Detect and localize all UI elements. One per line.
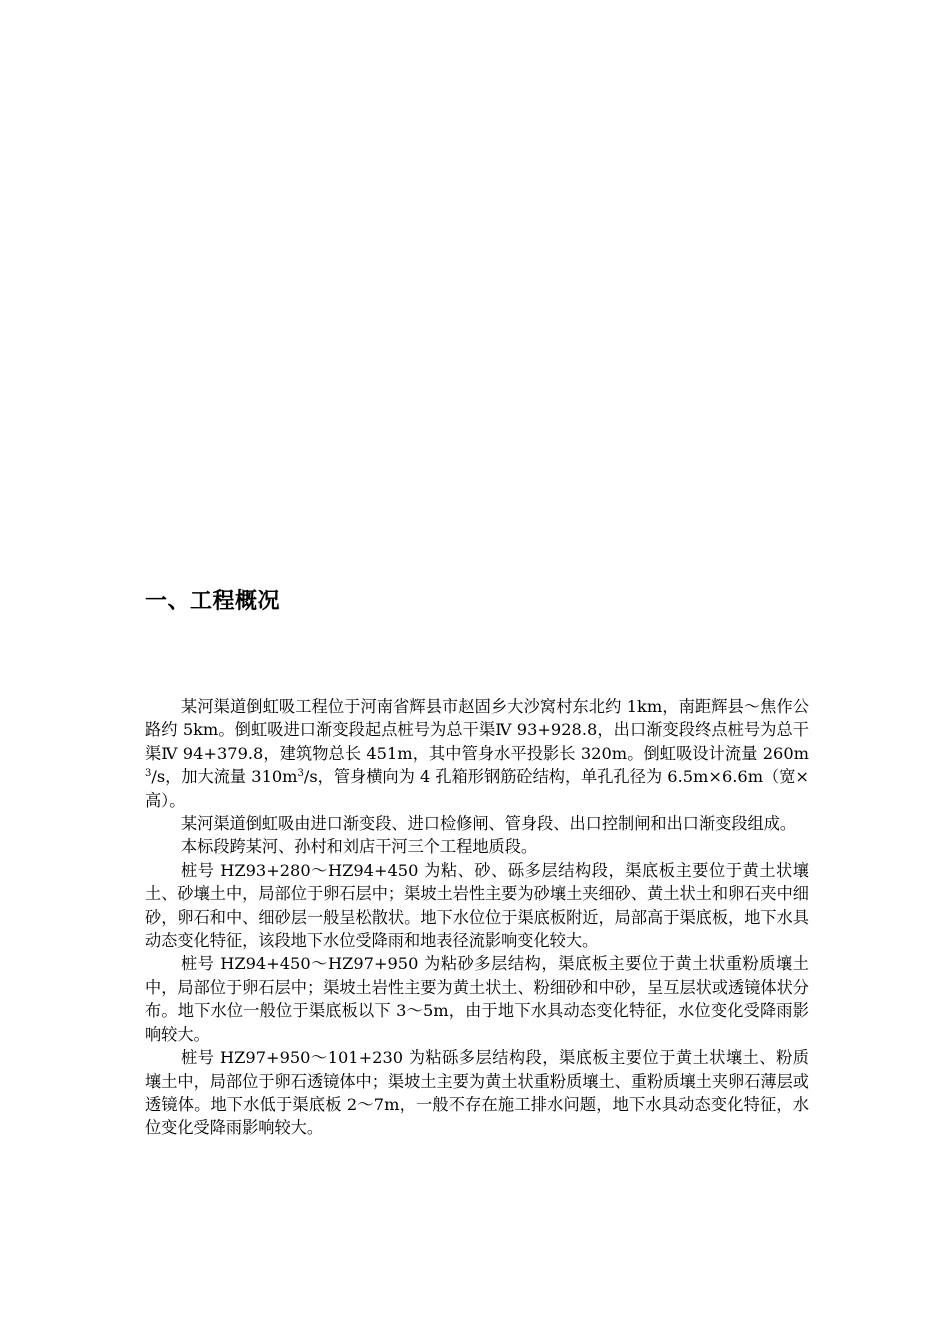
text-run: 桩号 HZ93+280～HZ94+450 为粘、砂、砾多层结构段，渠底板主要位于黄土状壤土、砂壤土中，局部位于卵石层中；渠坡土岩性主要为砂壤土夹细砂、黄土状土和卵石夹中细砂，卵石和中、细砂层一般呈松散状。地下水位位于渠底板附近，局部高于渠底板，地下水具动态变化特征，该段地下水位受降雨和地表径流影响变化较大。 bbox=[145, 860, 809, 951]
paragraph-project-location bbox=[145, 695, 809, 812]
text-run: 本标段跨某河、孙村和刘店干河三个工程地质段。 bbox=[181, 837, 538, 857]
paragraph-section-2 bbox=[145, 952, 809, 1046]
body-text bbox=[145, 695, 809, 1140]
paragraph-section-3 bbox=[145, 1046, 809, 1140]
text-run: 桩号 HZ97+950～101+230 为粘砾多层结构段，渠底板主要位于黄土状壤土、粉质壤土中，局部位于卵石透镜体中；渠坡土主要为黄土状重粉质壤土、重粉质壤土夹卵石薄层或透镜体。地下水低于渠底板 2～7m，一般不存在施工排水问题，地下水具动态变化特征，水位变化受降雨影响较大。 bbox=[145, 1048, 809, 1138]
paragraph-components bbox=[145, 812, 809, 835]
text-run: /s，管身横向为 4 孔箱形钢筋砼结构，单孔孔径为 6.5m×6.6m（宽×高）。 bbox=[145, 767, 809, 810]
text-run: 某河渠道倒虹吸工程位于河南省辉县市赵固乡大沙窝村东北约 1km，南距辉县～焦作公路约 5km。倒虹吸进口渐变段起点桩号为总干渠Ⅳ 93+928.8，出口渐变段终点桩号为总干渠Ⅳ 94+379.8，建筑物总长 451m，其中管身水平投影长 320m。倒虹吸设计流量 260m bbox=[145, 697, 809, 763]
text-run: 桩号 HZ94+450～HZ97+950 为粘砂多层结构，渠底板主要位于黄土状重粉质壤土中，局部位于卵石层中；渠坡土岩性主要为黄土状土、粉细砂和中砂，呈互层状或透镜体状分布。地下水位一般位于渠底板以下 3～5m，由于地下水具动态变化特征，水位变化受降雨影响较大。 bbox=[145, 954, 809, 1044]
superscript: 3 bbox=[145, 768, 152, 780]
paragraph-section-1 bbox=[145, 859, 809, 953]
superscript: 3 bbox=[297, 768, 304, 780]
text-run: /s，加大流量 310m bbox=[151, 767, 298, 787]
text-run: 某河渠道倒虹吸由进口渐变段、进口检修闸、管身段、出口控制闸和出口渐变段组成。 bbox=[181, 814, 797, 834]
section-heading: 一、工程概况 bbox=[145, 589, 281, 614]
paragraph-geology-sections bbox=[145, 835, 809, 858]
